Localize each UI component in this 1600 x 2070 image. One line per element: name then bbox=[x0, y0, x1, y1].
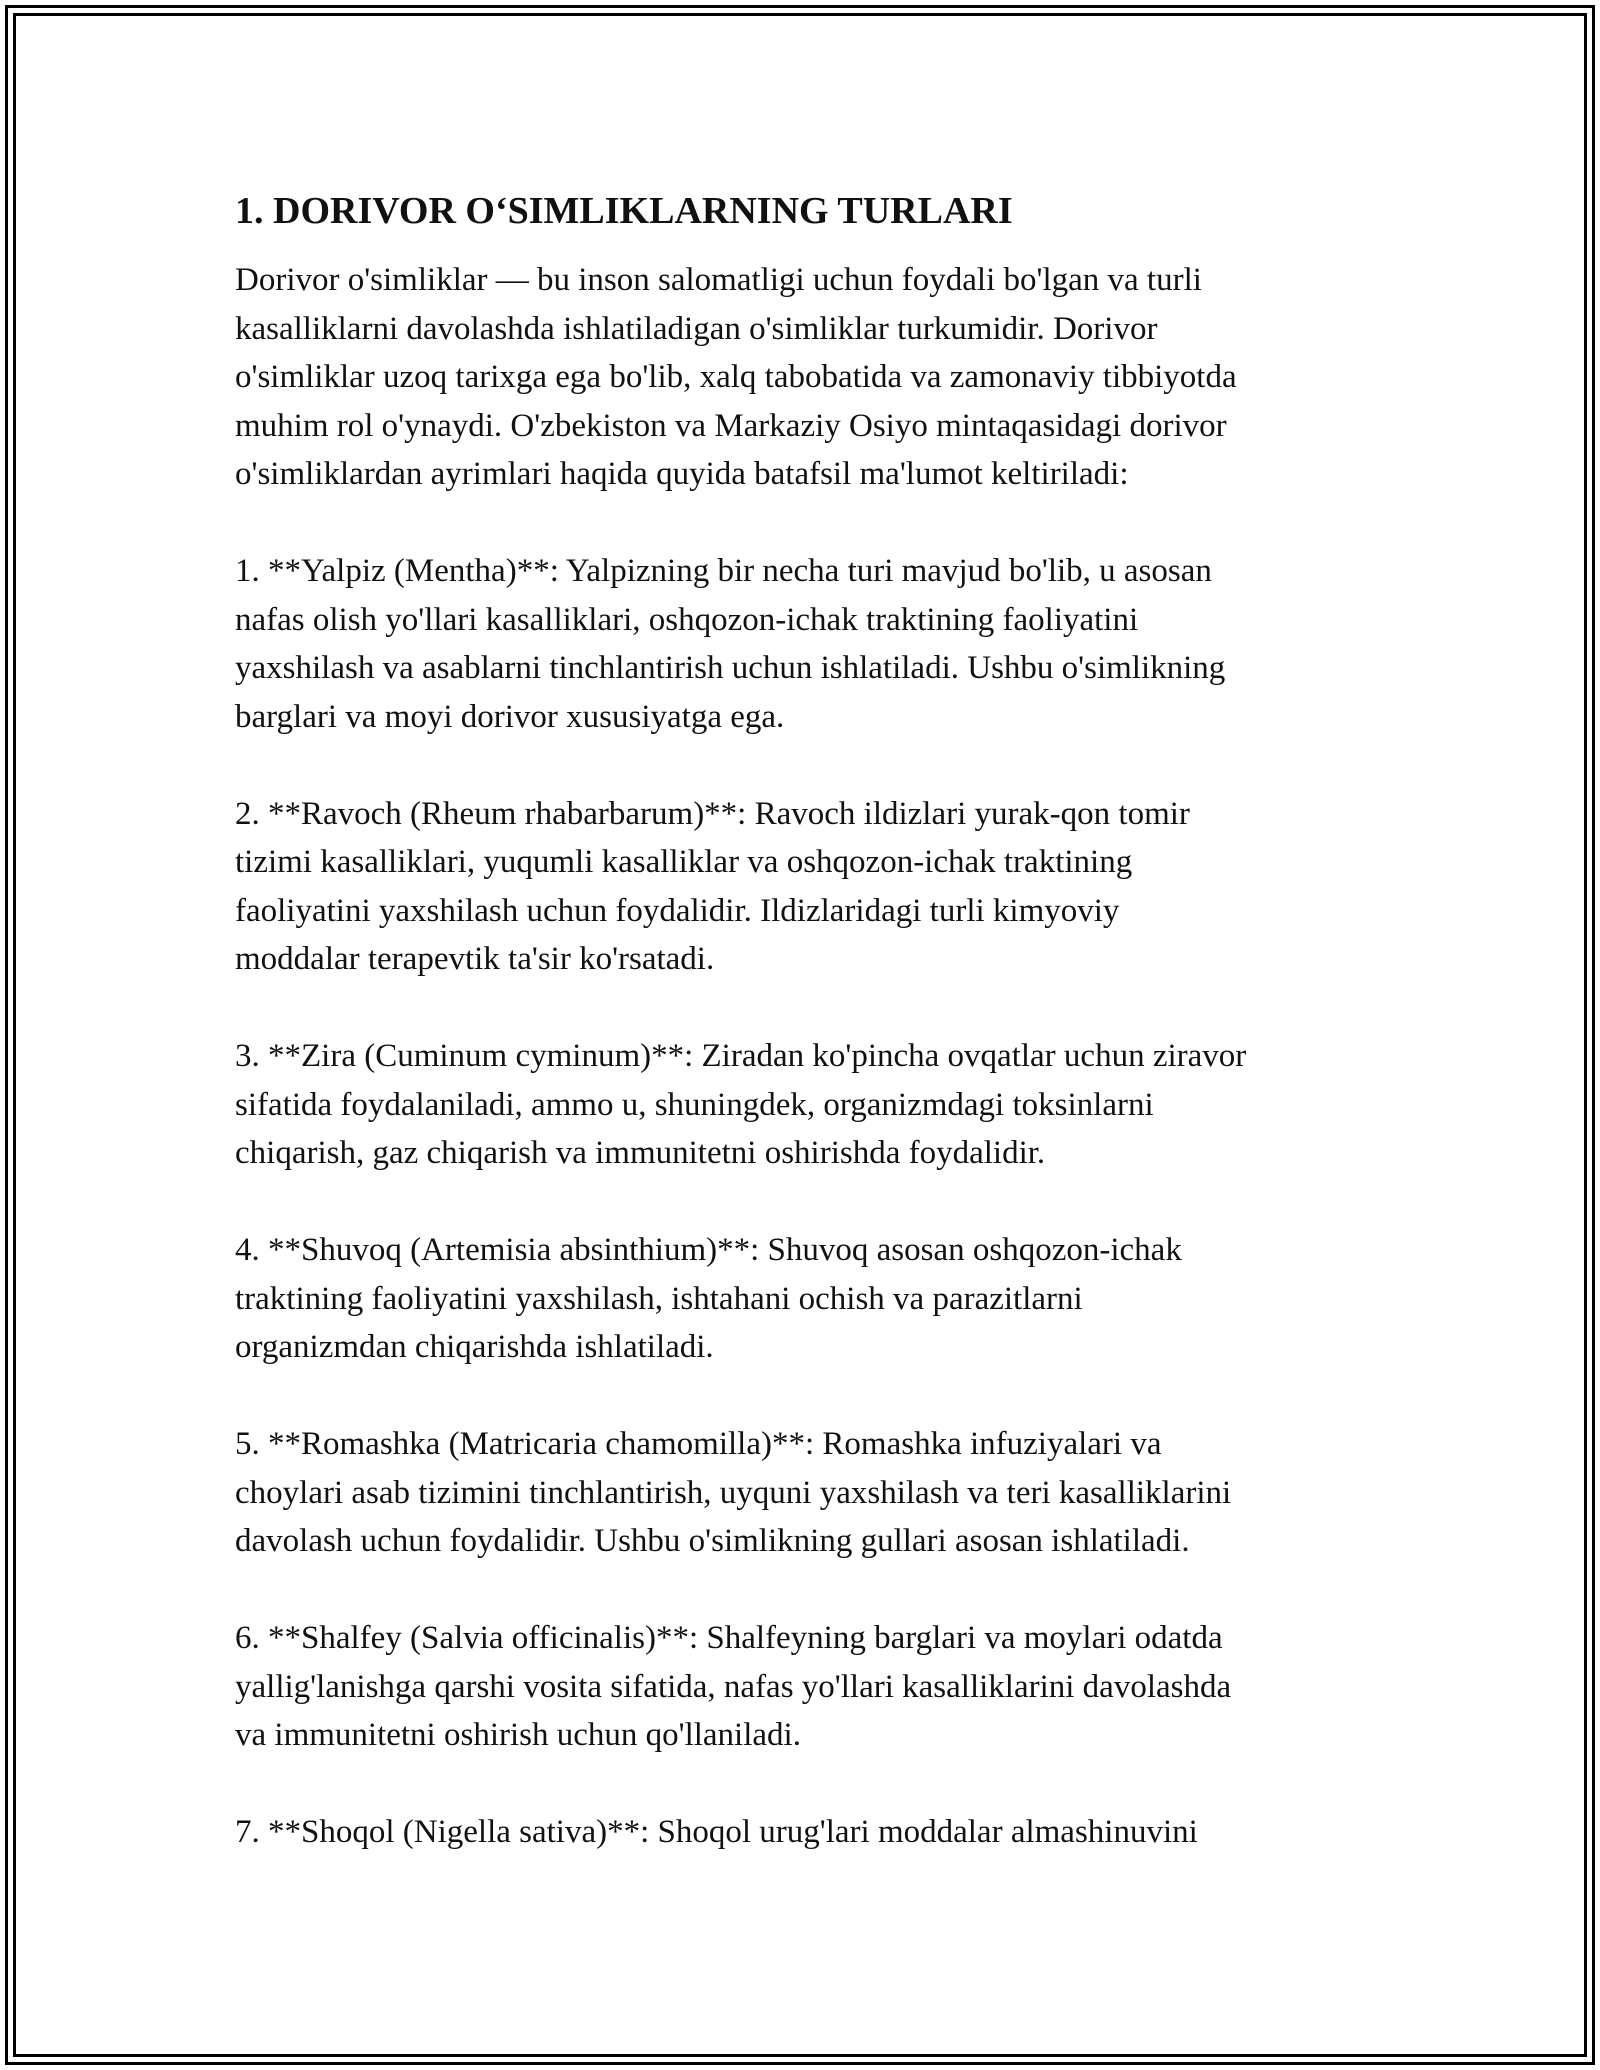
paragraph-line: tizimi kasalliklari, yuqumli kasalliklar va oshqozon-ichak traktining bbox=[235, 844, 1133, 880]
paragraph-line: 3. **Zira (Cuminum cyminum)**: Ziradan ko'pincha ovqatlar uchun ziravor bbox=[235, 1038, 1247, 1074]
paragraph-line: davolash uchun foydalidir. Ushbu o'simlikning gullari asosan ishlatiladi. bbox=[235, 1523, 1190, 1559]
paragraph-line: organizmdan chiqarishda ishlatiladi. bbox=[235, 1329, 714, 1365]
paragraph-line: 7. **Shoqol (Nigella sativa)**: Shoqol urug'lari moddalar almashinuvini bbox=[235, 1814, 1198, 1850]
list-item-shuvoq bbox=[235, 1226, 1385, 1372]
list-item-ravoch bbox=[235, 790, 1385, 984]
paragraph-line: 6. **Shalfey (Salvia officinalis)**: Shalfeyning barglari va moylari odatda bbox=[235, 1620, 1223, 1656]
paragraph-line: barglari va moyi dorivor xususiyatga ega. bbox=[235, 698, 785, 735]
paragraph-line: choylari asab tizimini tinchlantirish, uyquni yaxshilash va teri kasalliklarini bbox=[235, 1474, 1232, 1511]
intro-paragraph bbox=[235, 256, 1385, 499]
list-item-yalpiz bbox=[235, 547, 1385, 741]
paragraph-line: o'simliklar uzoq tarixga ega bo'lib, xalq tabobatida va zamonaviy tibbiyotda bbox=[235, 359, 1237, 395]
list-item-romashka bbox=[235, 1420, 1385, 1566]
paragraph-line: muhim rol o'ynaydi. O'zbekiston va Markaziy Osiyo mintaqasidagi dorivor bbox=[235, 407, 1227, 444]
paragraph-line: 1. **Yalpiz (Mentha)**: Yalpizning bir necha turi mavjud bo'lib, u asosan bbox=[235, 553, 1212, 589]
page-title: 1. DORIVOR O‘SIMLIKLARNING TURLARI bbox=[235, 190, 1013, 232]
paragraph-line: yaxshilash va asablarni tinchlantirish uchun ishlatiladi. Ushbu o'simlikning bbox=[235, 650, 1226, 686]
paragraph-line: 5. **Romashka (Matricaria chamomilla)**: Romashka infuziyalari va bbox=[235, 1426, 1162, 1462]
paragraph-line: traktining faoliyatini yaxshilash, ishtahani ochish va parazitlarni bbox=[235, 1280, 1083, 1317]
paragraph-line: chiqarish, gaz chiqarish va immunitetni oshirishda foydalidir. bbox=[235, 1135, 1046, 1171]
paragraph-line: sifatida foydalaniladi, ammo u, shuningdek, organizmdagi toksinlarni bbox=[235, 1086, 1154, 1123]
list-item-shalfey bbox=[235, 1614, 1385, 1760]
paragraph-line: faoliyatini yaxshilash uchun foydalidir. Ildizlaridagi turli kimyoviy bbox=[235, 892, 1120, 929]
paragraph-line: kasalliklarni davolashda ishlatiladigan o'simliklar turkumidir. Dorivor bbox=[235, 310, 1158, 347]
paragraph-line: 2. **Ravoch (Rheum rhabarbarum)**: Ravoch ildizlari yurak-qon tomir bbox=[235, 795, 1190, 832]
paragraph-line: Dorivor o'simliklar — bu inson salomatligi uchun foydali bo'lgan va turli bbox=[235, 262, 1202, 298]
document-content bbox=[235, 187, 1385, 1905]
paragraph-line: o'simliklardan ayrimlari haqida quyida batafsil ma'lumot keltiriladi: bbox=[235, 456, 1129, 492]
list-item-shoqol bbox=[235, 1808, 1385, 1857]
paragraph-line: va immunitetni oshirish uchun qo'llaniladi. bbox=[235, 1717, 801, 1753]
paragraph-line: nafas olish yo'llari kasalliklari, oshqozon-ichak traktining faoliyatini bbox=[235, 601, 1139, 638]
list-item-zira bbox=[235, 1032, 1385, 1178]
paragraph-line: 4. **Shuvoq (Artemisia absinthium)**: Shuvoq asosan oshqozon-ichak bbox=[235, 1232, 1182, 1268]
paragraph-line: yallig'lanishga qarshi vosita sifatida, nafas yo'llari kasalliklarini davolashda bbox=[235, 1668, 1232, 1705]
paragraph-line: moddalar terapevtik ta'sir ko'rsatadi. bbox=[235, 941, 715, 977]
